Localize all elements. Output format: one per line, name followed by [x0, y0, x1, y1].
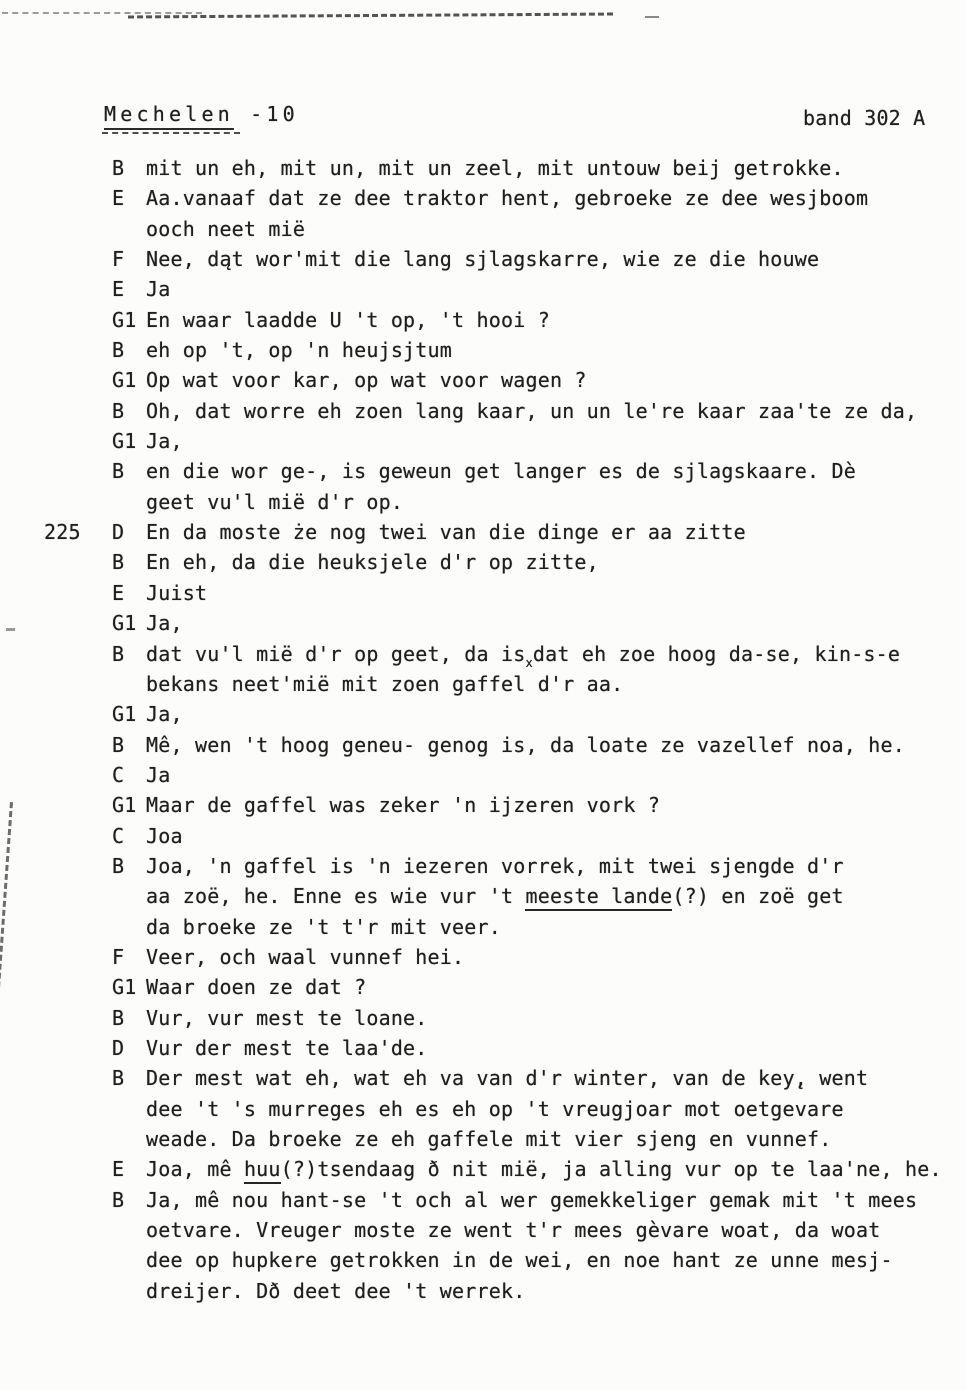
- speaker-label: G1: [112, 307, 137, 332]
- line-text: [146, 763, 170, 787]
- text-segment: ooch neet mië: [146, 216, 306, 241]
- line-text: [146, 611, 183, 635]
- line-text: [146, 459, 856, 483]
- line-text: [146, 217, 305, 241]
- line-text: [146, 1279, 525, 1303]
- transcript-line: [44, 308, 964, 338]
- text-segment: dee op hupkere getrokken in de wei, en noe hant ze unne mesj-: [146, 1248, 893, 1273]
- text-segment: bekans neet'mië mit zoen gaffel d'r aa.: [146, 671, 624, 696]
- text-segment: Der mest wat eh, wat eh va van d'r winter, van de key̨, went: [146, 1066, 869, 1091]
- transcript-line: [44, 217, 964, 247]
- text-segment: oetvare. Vreuger moste ze went t'r mees gèvare woat, da woat: [146, 1218, 881, 1243]
- text-segment: Joa, mê: [146, 1157, 244, 1182]
- line-text: [146, 854, 844, 878]
- transcript-line: [44, 611, 964, 641]
- line-text: [146, 702, 183, 726]
- speaker-label: E: [112, 1157, 125, 1182]
- speaker-label: B: [112, 1005, 125, 1030]
- text-segment: Joa: [146, 823, 183, 848]
- line-text: [146, 156, 844, 180]
- transcript-line: [44, 702, 964, 732]
- speaker-label: D: [112, 1035, 125, 1060]
- text-segment: Joa, 'n gaffel is 'n iezeren vorrek, mit twei sjengde d'r: [146, 853, 844, 878]
- text-segment: en die wor ge-, is geweun get langer es de sjlagskaare. Dè: [146, 459, 856, 484]
- text-segment: Maar de gaffel was zeker 'n ijzeren vork ?: [146, 793, 661, 818]
- line-text: [146, 1188, 917, 1212]
- line-text: [146, 975, 366, 999]
- speaker-label: B: [112, 1066, 125, 1091]
- line-text: [146, 1127, 832, 1151]
- speaker-label: G1: [112, 793, 137, 818]
- transcript-line: [44, 733, 964, 763]
- subscript-mark: x: [525, 655, 533, 670]
- transcript-line: [44, 338, 964, 368]
- speaker-label: G1: [112, 702, 137, 727]
- text-segment: Veer, och waal vunnef hei.: [146, 944, 465, 969]
- line-text: [146, 490, 403, 514]
- transcript-line: [44, 490, 964, 520]
- transcript-line: [44, 399, 964, 429]
- text-segment: Nee, dąt wor'mit die lang sjlagskarre, wie ze die houwe: [146, 247, 820, 272]
- scan-artifact-top-edge: [645, 16, 659, 18]
- transcript-line: [44, 1279, 964, 1309]
- text-segment: dee 't 's murreges eh es eh op 't vreugjoar mot oetgevare: [146, 1096, 844, 1121]
- speaker-label: G1: [112, 429, 137, 454]
- line-text: [146, 1066, 868, 1090]
- text-segment: aa zoë, he. Enne es wie vur 't: [146, 884, 526, 909]
- text-segment: Ja,: [146, 702, 183, 727]
- speaker-label: B: [112, 338, 125, 363]
- transcript-line: [44, 1097, 964, 1127]
- speaker-label: E: [112, 277, 125, 302]
- transcript-line: [44, 550, 964, 580]
- line-text: [146, 520, 746, 544]
- text-segment: Aa.vanaaf dat ze dee traktor hent, gebroeke ze dee wesjboom: [146, 186, 869, 211]
- text-segment: Ja: [146, 277, 171, 302]
- line-text: [146, 581, 207, 605]
- line-text: [146, 1157, 942, 1181]
- page-title: [104, 102, 299, 126]
- transcript-line: [44, 1157, 964, 1187]
- speaker-label: G1: [112, 611, 137, 636]
- text-segment: En eh, da die heuksjele d'r op zitte,: [146, 550, 599, 575]
- transcript-line: [44, 945, 964, 975]
- text-segment: dat vu'l mië d'r op geet, da is: [146, 641, 526, 666]
- text-segment: En da moste że nog twei van die dinge er aa zitte: [146, 520, 746, 545]
- transcript-line: [44, 368, 964, 398]
- line-text: [146, 1006, 428, 1030]
- line-text: [146, 308, 550, 332]
- line-text: [146, 247, 819, 271]
- transcript-line: [44, 915, 964, 945]
- transcript-line: [44, 672, 964, 702]
- line-text: [146, 399, 917, 423]
- transcript-line: [44, 1127, 964, 1157]
- text-segment: dreijer. Dð deet dee 't werrek.: [146, 1278, 526, 1303]
- speaker-label: G1: [112, 975, 137, 1000]
- line-text: [146, 733, 905, 757]
- text-segment: weade. Da broeke ze eh gaffele mit vier sjeng en vunnef.: [146, 1127, 832, 1151]
- speaker-label: D: [112, 520, 125, 545]
- text-segment: Mê, wen 't hoog geneu- genog is, da loate ze vazellef noa, he.: [146, 732, 905, 757]
- text-segment: Ja,: [146, 429, 183, 454]
- transcript-line: [44, 793, 964, 823]
- transcript-line: [44, 520, 964, 550]
- speaker-label: B: [112, 732, 125, 757]
- text-segment: Vur der mest te laa'de.: [146, 1035, 428, 1060]
- text-segment: Vur, vur mest te loane.: [146, 1005, 428, 1030]
- transcript-line: [44, 1066, 964, 1096]
- text-segment: Waar doen ze dat ?: [146, 975, 367, 1000]
- transcript-line: [44, 763, 964, 793]
- line-text: [146, 884, 844, 908]
- text-segment: Ja: [146, 762, 171, 787]
- text-segment: (?)tsendaag ð nit mië, ja alling vur op te laa'ne, he.: [280, 1157, 942, 1182]
- speaker-label: F: [112, 944, 125, 969]
- speaker-label: F: [112, 247, 125, 272]
- speaker-label: C: [112, 823, 125, 848]
- transcript-line: [44, 975, 964, 1005]
- band-label: band 302 A: [803, 106, 926, 130]
- speaker-label: B: [112, 853, 125, 878]
- speaker-label: B: [112, 459, 125, 484]
- speaker-label: E: [112, 580, 125, 605]
- line-text: [146, 793, 660, 817]
- scan-artifact-left-page-edge: [0, 802, 13, 1390]
- speaker-label: B: [112, 156, 125, 180]
- text-segment: da broeke ze 't t'r mit veer.: [146, 914, 501, 939]
- line-text: [146, 1248, 893, 1272]
- margin-line-number: 225: [44, 520, 81, 545]
- text-segment: mit un eh, mit un, mit un zeel, mit untouw beij getrokke.: [146, 156, 844, 180]
- speaker-label: G1: [112, 368, 137, 393]
- transcript-line: [44, 186, 964, 216]
- page-title-underlined: Mechelen: [104, 102, 234, 130]
- speaker-label: E: [112, 186, 125, 211]
- line-text: [146, 915, 501, 939]
- text-segment: Ja, mê nou hant-se 't och al wer gemekkeliger gemak mit 't mees: [146, 1187, 918, 1212]
- scan-artifact-speck: [6, 628, 15, 631]
- line-text: [146, 672, 623, 696]
- transcript-line: [44, 884, 964, 914]
- text-segment: Ja,: [146, 611, 183, 636]
- line-text: [146, 368, 587, 392]
- underlined-text: huu: [244, 1157, 281, 1184]
- transcript-line: [44, 459, 964, 489]
- transcript-line: [44, 581, 964, 611]
- transcript-line: [44, 156, 964, 186]
- line-text: [146, 550, 599, 574]
- line-text: [146, 945, 464, 969]
- scan-artifact-top-edge: [2, 12, 202, 14]
- text-segment: Op wat voor kar, op wat voor wagen ?: [146, 368, 587, 393]
- transcript-line: [44, 1248, 964, 1278]
- line-text: [146, 277, 170, 301]
- transcript-line: [44, 854, 964, 884]
- text-segment: geet vu'l mië d'r op.: [146, 489, 404, 514]
- speaker-label: B: [112, 641, 125, 666]
- transcript-line: [44, 429, 964, 459]
- transcript-line: [44, 1218, 964, 1248]
- line-text: [146, 1218, 880, 1242]
- speaker-label: B: [112, 1187, 125, 1212]
- text-segment: En waar laadde U 't op, 't hooi ?: [146, 307, 550, 332]
- text-segment: dat eh zoe hoog da-se, kin-s-e: [532, 641, 901, 666]
- line-text: [146, 824, 183, 848]
- text-segment: eh op 't, op 'n heujsjtum: [146, 338, 453, 363]
- transcript-line: [44, 247, 964, 277]
- line-text: [146, 338, 452, 362]
- transcript-line: [44, 1036, 964, 1066]
- transcript-line: [44, 824, 964, 854]
- line-text: [146, 1097, 844, 1121]
- text-segment: Oh, dat worre eh zoen lang kaar, un un le're kaar zaa'te ze da,: [146, 398, 918, 423]
- text-segment: (?) en zoë get: [672, 884, 844, 909]
- transcript: [44, 156, 964, 1309]
- speaker-label: B: [112, 550, 125, 575]
- transcript-line: [44, 1188, 964, 1218]
- transcript-line: [44, 277, 964, 307]
- transcript-line: [44, 642, 964, 672]
- speaker-label: B: [112, 398, 125, 423]
- speaker-label: C: [112, 762, 125, 787]
- line-text: [146, 429, 183, 453]
- line-text: [146, 642, 900, 670]
- line-text: [146, 1036, 428, 1060]
- line-text: [146, 186, 868, 210]
- underlined-text: meeste lande: [525, 884, 672, 911]
- text-segment: Juist: [146, 580, 208, 605]
- transcript-line: [44, 1006, 964, 1036]
- page-title-rest: -10: [233, 102, 299, 126]
